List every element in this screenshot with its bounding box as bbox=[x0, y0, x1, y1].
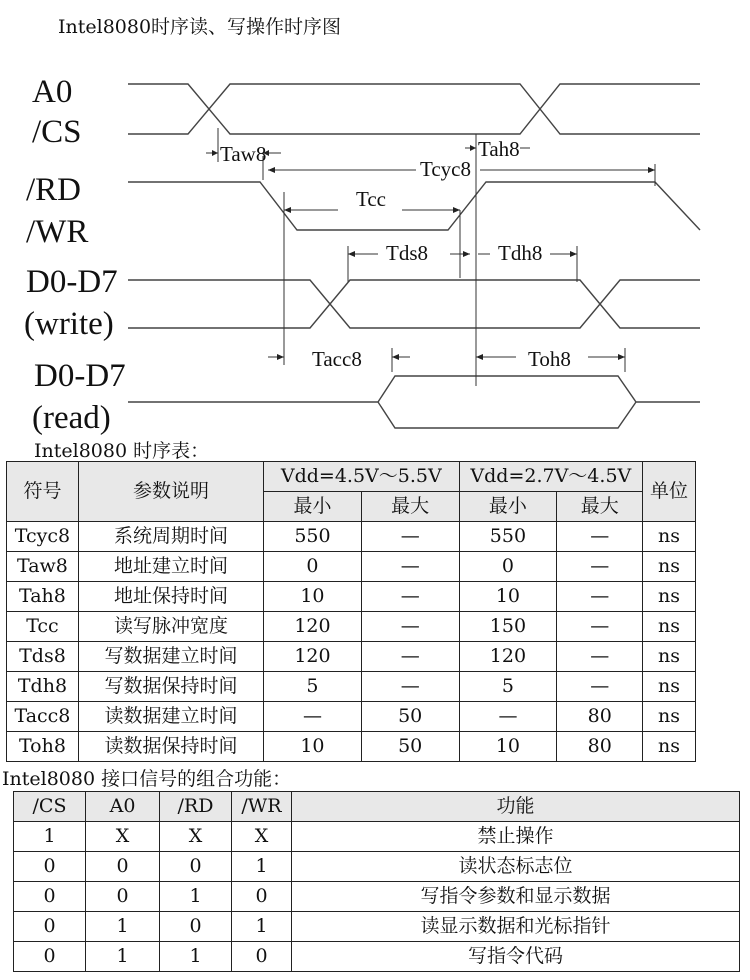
table-cell: 0 bbox=[264, 552, 362, 582]
table-cell: — bbox=[264, 702, 362, 732]
table-cell: — bbox=[459, 702, 557, 732]
signal-label-d0d7-read: D0-D7 bbox=[34, 358, 126, 394]
table-cell: 1 bbox=[86, 942, 160, 972]
param-label-tacc8: Tacc8 bbox=[312, 347, 362, 371]
table-cell: — bbox=[557, 612, 643, 642]
table-cell: ns bbox=[643, 642, 696, 672]
param-label-toh8: Toh8 bbox=[528, 347, 571, 371]
table-cell: — bbox=[361, 642, 459, 672]
table-cell: Tdh8 bbox=[7, 672, 79, 702]
table-cell: 80 bbox=[557, 732, 643, 762]
table-cell: 0 bbox=[86, 882, 160, 912]
table-cell: 禁止操作 bbox=[292, 822, 740, 852]
table-cell: 写指令代码 bbox=[292, 942, 740, 972]
table-cell: 5 bbox=[264, 672, 362, 702]
table-cell: 0 bbox=[232, 882, 292, 912]
document-title: Intel8080时序读、写操作时序图 bbox=[58, 16, 342, 38]
table-cell: Tcc bbox=[7, 612, 79, 642]
table-cell: Toh8 bbox=[7, 732, 79, 762]
table-row bbox=[14, 942, 740, 972]
table-row bbox=[14, 852, 740, 882]
table-cell: 1 bbox=[232, 852, 292, 882]
table-cell: 0 bbox=[14, 942, 86, 972]
table-cell: 1 bbox=[232, 912, 292, 942]
table-cell: 10 bbox=[459, 582, 557, 612]
table-cell: — bbox=[557, 582, 643, 612]
table-cell: ns bbox=[643, 612, 696, 642]
table-cell: 0 bbox=[14, 882, 86, 912]
table-row bbox=[7, 672, 696, 702]
header-cs: /CS bbox=[14, 792, 86, 822]
table-cell: ns bbox=[643, 672, 696, 702]
header-vdd-range-2: Vdd=2.7V～4.5V bbox=[459, 462, 643, 492]
table-cell: 10 bbox=[459, 732, 557, 762]
header-min-2: 最小 bbox=[459, 492, 557, 522]
table-cell: 1 bbox=[160, 942, 232, 972]
timing-diagram bbox=[0, 60, 750, 440]
table-cell: X bbox=[160, 822, 232, 852]
header-function: 功能 bbox=[292, 792, 740, 822]
write-data-waveform bbox=[128, 280, 700, 328]
table-row bbox=[7, 582, 696, 612]
signal-label-d0d7-write: D0-D7 bbox=[26, 264, 118, 300]
table-cell: — bbox=[361, 612, 459, 642]
table-cell: ns bbox=[643, 552, 696, 582]
table-cell: 写数据建立时间 bbox=[78, 642, 263, 672]
table-cell: ns bbox=[643, 522, 696, 552]
table-row bbox=[7, 612, 696, 642]
table-cell: Tacc8 bbox=[7, 702, 79, 732]
table-cell: — bbox=[361, 552, 459, 582]
param-label-tah8: Tah8 bbox=[478, 137, 520, 161]
table-cell: 80 bbox=[557, 702, 643, 732]
read-data-waveform bbox=[128, 376, 700, 428]
table-row bbox=[14, 822, 740, 852]
header-description: 参数说明 bbox=[78, 462, 263, 522]
table-cell: 150 bbox=[459, 612, 557, 642]
table-cell: 120 bbox=[264, 612, 362, 642]
table-cell: 120 bbox=[264, 642, 362, 672]
signal-label-a0: A0 bbox=[32, 74, 73, 110]
table-row bbox=[7, 552, 696, 582]
table-cell: 地址建立时间 bbox=[78, 552, 263, 582]
table-cell: 10 bbox=[264, 732, 362, 762]
table-cell: 0 bbox=[14, 912, 86, 942]
table-cell: 1 bbox=[14, 822, 86, 852]
table-row bbox=[7, 732, 696, 762]
table-cell: ns bbox=[643, 702, 696, 732]
table-cell: 0 bbox=[160, 852, 232, 882]
table-cell: 地址保持时间 bbox=[78, 582, 263, 612]
table-cell: 读数据建立时间 bbox=[78, 702, 263, 732]
table-cell: 读写脉冲宽度 bbox=[78, 612, 263, 642]
table-cell: 系统周期时间 bbox=[78, 522, 263, 552]
table-cell: 5 bbox=[459, 672, 557, 702]
table-cell: Tds8 bbox=[7, 642, 79, 672]
table-cell: 50 bbox=[361, 702, 459, 732]
table-cell: 读数据保持时间 bbox=[78, 732, 263, 762]
table-cell: ns bbox=[643, 732, 696, 762]
signal-label-write: (write) bbox=[24, 306, 114, 342]
table-cell: 550 bbox=[459, 522, 557, 552]
table-cell: — bbox=[557, 642, 643, 672]
param-label-tcyc8: Tcyc8 bbox=[420, 157, 472, 181]
timing-table-caption: Intel8080 时序表： bbox=[34, 440, 210, 462]
table-row bbox=[14, 912, 740, 942]
header-rd: /RD bbox=[160, 792, 232, 822]
table-cell: Taw8 bbox=[7, 552, 79, 582]
table-cell: 0 bbox=[232, 942, 292, 972]
table-cell: — bbox=[557, 672, 643, 702]
header-symbol: 符号 bbox=[7, 462, 79, 522]
table-cell: 0 bbox=[459, 552, 557, 582]
table-row bbox=[7, 642, 696, 672]
header-a0: A0 bbox=[86, 792, 160, 822]
header-max-2: 最大 bbox=[557, 492, 643, 522]
rd-wr-waveform bbox=[128, 182, 700, 230]
table-cell: ns bbox=[643, 582, 696, 612]
table-cell: 1 bbox=[160, 882, 232, 912]
table-cell: 0 bbox=[14, 852, 86, 882]
signal-label-wr: /WR bbox=[26, 214, 89, 250]
param-label-tcc: Tcc bbox=[356, 187, 387, 211]
signal-label-read: (read) bbox=[32, 400, 111, 436]
table-cell: — bbox=[557, 552, 643, 582]
table-cell: 写指令参数和显示数据 bbox=[292, 882, 740, 912]
table-cell: 120 bbox=[459, 642, 557, 672]
table-row bbox=[7, 522, 696, 552]
table-row bbox=[7, 702, 696, 732]
param-label-tds8: Tds8 bbox=[386, 241, 428, 265]
header-unit: 单位 bbox=[643, 462, 696, 522]
table-cell: Tah8 bbox=[7, 582, 79, 612]
timing-table bbox=[6, 461, 696, 762]
table-cell: — bbox=[557, 522, 643, 552]
header-min-1: 最小 bbox=[264, 492, 362, 522]
table-cell: 0 bbox=[86, 852, 160, 882]
table-cell: X bbox=[232, 822, 292, 852]
a0-cs-waveform bbox=[128, 84, 700, 134]
combo-table-caption: Intel8080 接口信号的组合功能： bbox=[2, 768, 292, 790]
table-cell: — bbox=[361, 582, 459, 612]
signal-combination-table bbox=[13, 791, 740, 972]
table-cell: 10 bbox=[264, 582, 362, 612]
signal-label-rd: /RD bbox=[26, 172, 82, 208]
table-cell: Tcyc8 bbox=[7, 522, 79, 552]
table-row bbox=[14, 882, 740, 912]
table-cell: 0 bbox=[160, 912, 232, 942]
table-cell: 50 bbox=[361, 732, 459, 762]
header-vdd-range-1: Vdd=4.5V～5.5V bbox=[264, 462, 459, 492]
table-cell: 读状态标志位 bbox=[292, 852, 740, 882]
table-cell: — bbox=[361, 522, 459, 552]
param-label-tdh8: Tdh8 bbox=[498, 241, 543, 265]
param-label-taw8: Taw8 bbox=[220, 142, 267, 166]
table-cell: X bbox=[86, 822, 160, 852]
signal-label-cs: /CS bbox=[32, 114, 82, 150]
header-wr: /WR bbox=[232, 792, 292, 822]
table-cell: 1 bbox=[86, 912, 160, 942]
table-cell: 550 bbox=[264, 522, 362, 552]
table-cell: 写数据保持时间 bbox=[78, 672, 263, 702]
header-max-1: 最大 bbox=[361, 492, 459, 522]
table-cell: 读显示数据和光标指针 bbox=[292, 912, 740, 942]
table-cell: — bbox=[361, 672, 459, 702]
